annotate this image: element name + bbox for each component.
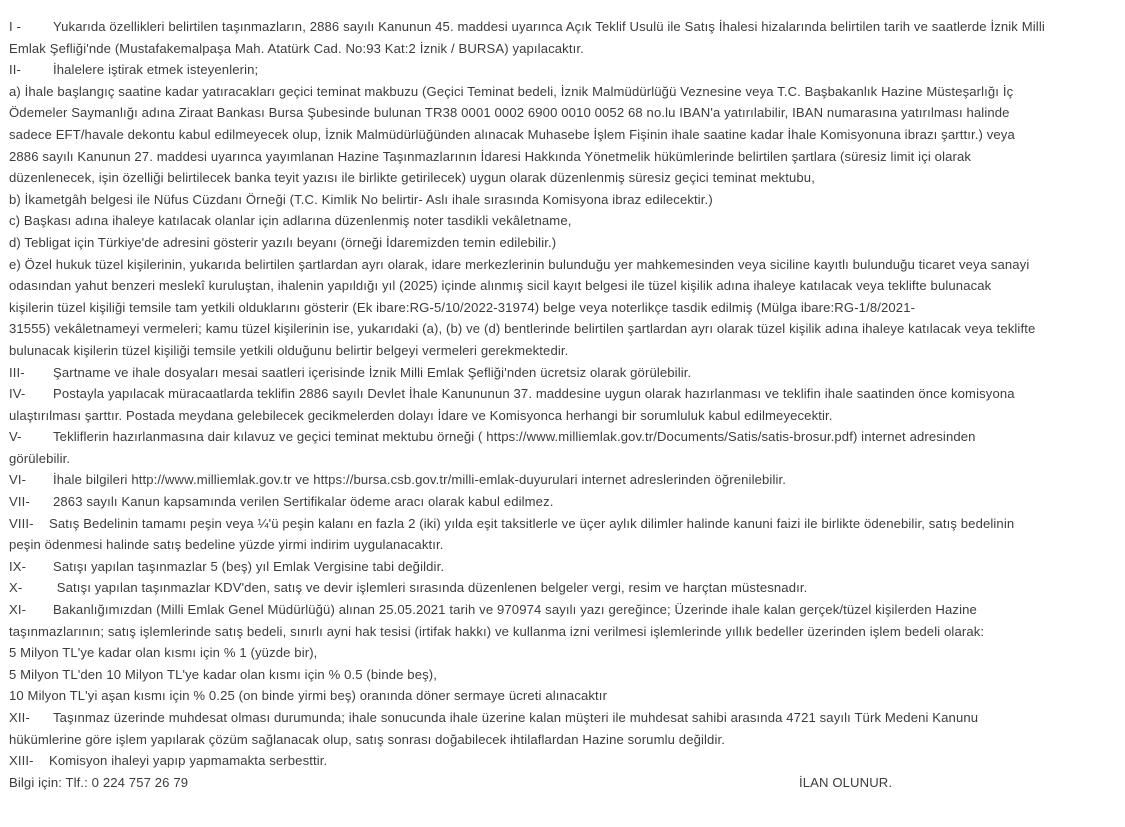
line-text: Komisyon ihaleyi yapıp yapmamakta serbesttir. <box>49 753 328 769</box>
article-number: XII- <box>9 710 30 725</box>
article-line <box>9 750 1119 772</box>
continuation-line <box>9 729 1119 751</box>
article-line <box>9 383 1119 405</box>
article-line <box>9 16 1119 38</box>
article-line <box>9 362 1119 384</box>
continuation-line <box>9 38 1119 60</box>
line-text: e) Özel hukuk tüzel kişilerinin, yukarıda belirtilen şartlardan ayrı olarak, idare merkezlerinin bulunduğu yer mahkemesinden veya siciline kayıtlı bulunduğu ticaret veya sanayi <box>9 256 1030 272</box>
continuation-line <box>9 664 1119 686</box>
article-number: IX- <box>9 558 27 574</box>
article-number: XIII- <box>9 753 34 769</box>
line-text: odasından yahut benzeri meslekî kuruluştan, ihalenin yapıldığı yıl (2025) içinde alınmış sicil kayıt belgesi ile tüzel kişilik adına ihaleye katılacak veya teklifte bulunacak <box>9 278 992 294</box>
article-number: VII- <box>9 494 30 510</box>
continuation-line <box>9 189 1119 211</box>
line-text: taşınmazlarının; satış işlemlerinde satış bedeli, sınırlı ayni hak tesisi (irtifak hakkı) ve kullanma izni verilmesi işlemlerinde yıllık bedeller üzerinden işlem bedeli olarak: <box>9 623 985 639</box>
article-line <box>9 513 1119 535</box>
line-text: Şartname ve ihale dosyaları mesai saatleri içerisinde İznik Milli Emlak Şefliği'nden ücretsiz olarak görülebilir. <box>53 364 692 380</box>
line-text: Ödemeler Saymanlığı adına Ziraat Bankası Bursa Şubesinde bulunan TR38 0001 0002 6900 0010 0052 68 no.lu IBAN'a yatırılabilir, IBAN numarasına yatırılması halinde <box>9 105 1010 121</box>
article-line <box>9 59 1119 81</box>
line-text: peşin ödenmesi halinde satış bedeline yüzde yirmi indirim uygulanacaktır. <box>9 537 444 553</box>
continuation-line <box>9 275 1119 297</box>
line-text: b) İkametgâh belgesi ile Nüfus Cüzdanı Örneği (T.C. Kimlik No belirtir- Aslı ihale sırasında Komisyona ibraz edilecektir.) <box>9 191 713 207</box>
line-text: Satışı yapılan taşınmazlar 5 (beş) yıl Emlak Vergisine tabi değildir. <box>53 558 445 574</box>
line-text: 10 Milyon TL'yi aşan kısmı için % 0.25 (on binde yirmi beş) oranında döner sermaye ücreti alınacaktır <box>9 688 608 704</box>
continuation-line <box>9 124 1119 146</box>
line-text: hükümlerine göre işlem yapılarak çözüm sağlanacak olup, satış sonrası doğabilecek ihtilaflardan Hazine sorumlu değildir. <box>9 731 726 747</box>
line-text: kişilerin tüzel kişiliği temsile tam yetkili olduklarını gösterir (Ek ibare:RG-5/10/2022-31974) belge veya noterlikçe tasdik edilmiş (Mülga ibare:RG-1/8/2021- <box>9 299 916 315</box>
continuation-line <box>9 254 1119 276</box>
line-text: Taşınmaz üzerinde muhdesat olması durumunda; ihale sonucunda ihale üzerine kalan müşteri ile muhdesat sahibi arasında 4721 sayılı Türk Medeni Kanunu <box>53 710 979 725</box>
article-number: I - <box>9 19 21 34</box>
continuation-line <box>9 405 1119 427</box>
article-number: III- <box>9 364 25 380</box>
continuation-line <box>9 146 1119 168</box>
continuation-line <box>9 642 1119 664</box>
article-number: VIII- <box>9 515 34 531</box>
continuation-line <box>9 448 1119 470</box>
continuation-line <box>9 685 1119 707</box>
article-line <box>9 469 1119 491</box>
continuation-line <box>9 210 1119 232</box>
line-text: Satış Bedelinin tamamı peşin veya ¼'ü peşin kalanı en fazla 2 (iki) yılda eşit taksitlerle ve üçer aylık dilimler halinde kanuni faizi ile birlikte ödenebilir, satış bedelinin <box>49 515 1015 531</box>
notice-text: İLAN OLUNUR. <box>799 774 893 790</box>
article-number: II- <box>9 62 21 78</box>
article-number: IV- <box>9 386 26 402</box>
line-text: Bakanlığımızdan (Milli Emlak Genel Müdürlüğü) alınan 25.05.2021 tarih ve 970974 sayılı yazı gereğince; Üzerinde ihale kalan gerçek/tüzel kişilerden Hazine <box>53 602 977 618</box>
line-text: c) Başkası adına ihaleye katılacak olanlar için adlarına düzenlenmiş noter tasdikli vekâletname, <box>9 213 572 229</box>
line-text: görülebilir. <box>9 450 71 466</box>
line-text: Satışı yapılan taşınmazlar KDV'den, satış ve devir işlemleri sırasında düzenlenen belgeler vergi, resim ve harçtan müstesnadır. <box>53 580 808 596</box>
article-line <box>9 491 1119 513</box>
footer-line <box>9 772 1119 794</box>
line-text: 2886 sayılı Kanunun 27. maddesi uyarınca yayımlanan Hazine Taşınmazlarının İdaresi Hakkında Yönetmelik hükümlerinde belirtilen şartlara (süresiz limit içi olarak <box>9 148 972 164</box>
continuation-line <box>9 621 1119 643</box>
continuation-line <box>9 81 1119 103</box>
line-text: Emlak Şefliği'nde (Mustafakemalpaşa Mah. Atatürk Cad. No:93 Kat:2 İznik / BURSA) yapılacaktır. <box>9 40 584 56</box>
continuation-line <box>9 167 1119 189</box>
article-number: XI- <box>9 602 27 618</box>
line-text: düzenlenecek, işin özelliği belirtilecek banka teyit yazısı ile birlikte getirilecek) uygun olarak düzenlenmiş süresiz geçici teminat mektubu, <box>9 170 815 186</box>
continuation-line <box>9 534 1119 556</box>
article-line <box>9 556 1119 578</box>
article-number: VI- <box>9 472 27 488</box>
article-line <box>9 577 1119 599</box>
article-number: X- <box>9 580 23 596</box>
line-text: Tekliflerin hazırlanmasına dair kılavuz ve geçici teminat mektubu örneği ( https://www.milliemlak.gov.tr/Documents/Satis/satis-brosur.pdf) internet adresinden <box>53 429 976 445</box>
article-line <box>9 707 1119 729</box>
line-text: d) Tebligat için Türkiye'de adresini gösterir yazılı beyanı (örneği İdaremizden temin edilebilir.) <box>9 234 557 250</box>
continuation-line <box>9 318 1119 340</box>
article-line <box>9 426 1119 448</box>
line-text: a) İhale başlangıç saatine kadar yatıracakları geçici teminat makbuzu (Geçici Teminat bedeli, İznik Malmüdürlüğü Veznesine veya T.C. Başbakanlık Hazine Müsteşarlığı İç <box>9 83 1014 99</box>
line-text: 31555) vekâletnameyi vermeleri; kamu tüzel kişilerinin ise, yukarıdaki (a), (b) ve (d) bentlerinde belirtilen şartlardan ayrı olarak tüzel kişilik adına ihaleye katılacak veya teklifte <box>9 321 1036 337</box>
line-text: 2863 sayılı Kanun kapsamında verilen Sertifikalar ödeme aracı olarak kabul edilmez. <box>53 494 554 510</box>
continuation-line <box>9 340 1119 362</box>
line-text: bulunacak kişilerin tüzel kişiliği temsile yetkili olduğunu belirtir belgeyi vermeleri gerekmektedir. <box>9 342 569 358</box>
line-text: sadece EFT/havale dekontu kabul edilmeyecek olup, İznik Malmüdürlüğünden alınacak Muhasebe İşlem Fişinin ihale saatine kadar İhale Komisyonuna ibrazı şarttır.) veya <box>9 126 1015 142</box>
line-text: İhalelere iştirak etmek isteyenlerin; <box>53 62 259 78</box>
article-number: V- <box>9 429 22 445</box>
announcement-document <box>9 16 1119 793</box>
line-text: Yukarıda özellikleri belirtilen taşınmazların, 2886 sayılı Kanunun 45. maddesi uyarınca Açık Teklif Usulü ile Satış İhalesi hizalarında belirtilen tarih ve saatlerde İznik Milli <box>53 19 1045 34</box>
article-line <box>9 599 1119 621</box>
line-text: ulaştırılması şarttır. Postada meydana gelebilecek gecikmelerden dolayı İdare ve Komisyonca herhangi bir sorumluluk kabul edilmeyecektir. <box>9 407 833 423</box>
line-text: İhale bilgileri http://www.milliemlak.gov.tr ve https://bursa.csb.gov.tr/milli-emlak-duyurulari internet adreslerinden öğrenilebilir. <box>53 472 787 488</box>
continuation-line <box>9 102 1119 124</box>
line-text: 5 Milyon TL'den 10 Milyon TL'ye kadar olan kısmı için % 0.5 (binde beş), <box>9 666 437 682</box>
continuation-line <box>9 297 1119 319</box>
line-text: 5 Milyon TL'ye kadar olan kısmı için % 1 (yüzde bir), <box>9 645 318 661</box>
line-text: Postayla yapılacak müracaatlarda teklifin 2886 sayılı Devlet İhale Kanununun 37. maddesine uygun olarak hazırlanması ve teklifin ihale saatinden önce komisyona <box>53 386 1015 402</box>
contact-info: Bilgi için: Tlf.: 0 224 757 26 79 <box>9 774 189 790</box>
continuation-line <box>9 232 1119 254</box>
